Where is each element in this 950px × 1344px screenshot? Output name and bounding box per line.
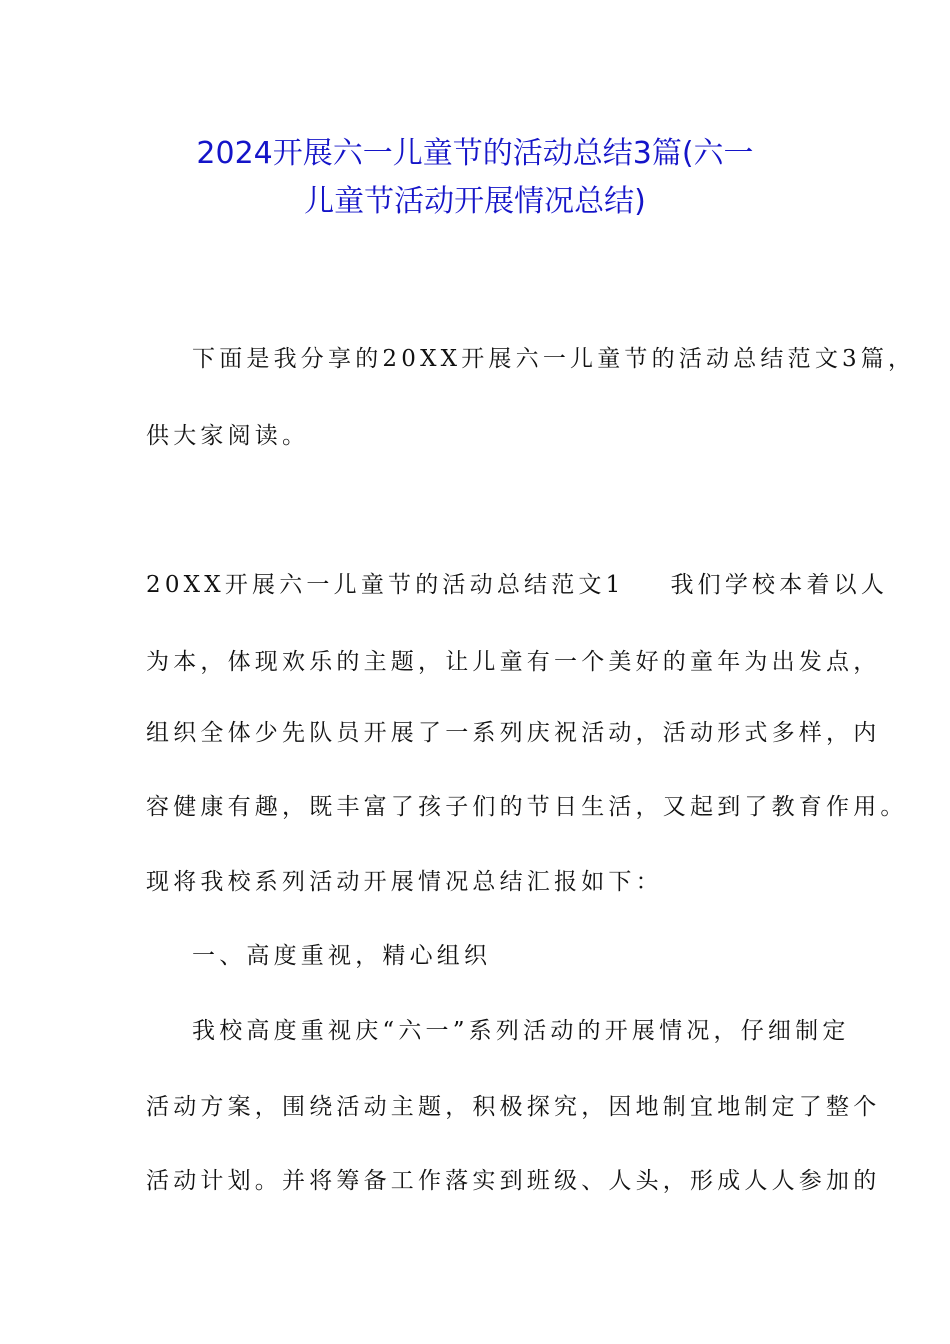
section-line-2: 为本，体现欢乐的主题，让儿童有一个美好的童年为出发点， [146,649,881,675]
intro-line-2: 供大家阅读。 [146,423,310,449]
subheading-1: 一、高度重视，精心组织 [192,943,492,969]
document-title-line-2: 儿童节活动开展情况总结) [304,184,646,219]
section-heading-line [146,574,888,597]
para-1-line-3: 活动计划。并将筹备工作落实到班级、人头，形成人人参加的 [146,1168,881,1194]
section-line-3: 组织全体少先队员开展了一系列庆祝活动，活动形式多样，内 [146,720,881,746]
para-1-line-2: 活动方案，围绕活动主题，积极探究，因地制宜地制定了整个 [146,1094,881,1120]
document-title-line-1: 2024开展六一儿童节的活动总结3篇(六一 [196,136,754,171]
section-line-4: 容健康有趣，既丰富了孩子们的节日生活，又起到了教育作用。 [146,794,908,820]
para-1-line-1: 我校高度重视庆“六一”系列活动的开展情况，仔细制定 [192,1018,850,1044]
section-line-5: 现将我校系列活动开展情况总结汇报如下： [146,869,663,895]
section-line-1-rest: 我们学校本着以人 [670,572,889,598]
intro-line-1: 下面是我分享的20XX开展六一儿童节的活动总结范文3篇， [192,346,916,372]
section-heading: 20XX开展六一儿童节的活动总结范文1 [146,572,625,598]
